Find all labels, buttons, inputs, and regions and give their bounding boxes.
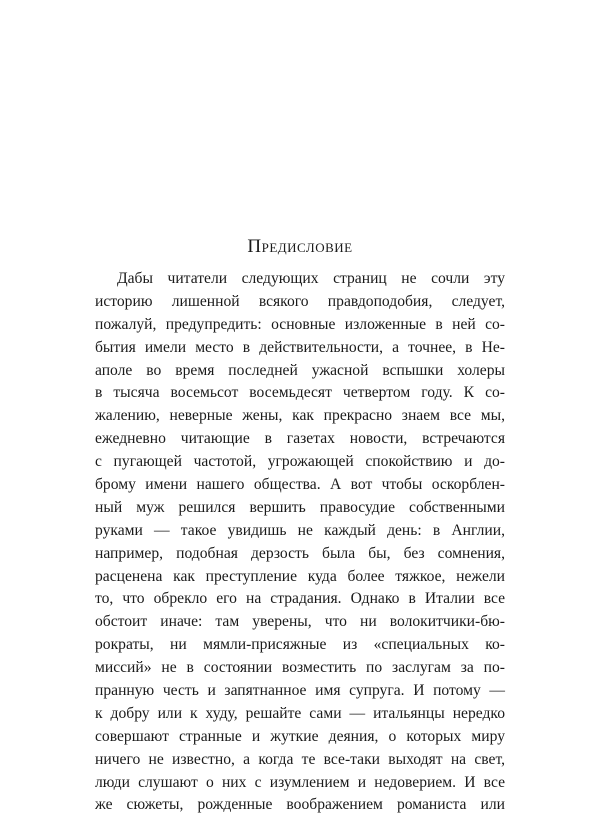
text-line: совершают странные и жуткие деяния, о которых миру <box>95 727 505 745</box>
text-line: то, что обрекло его на страдания. Однако в Италии все <box>95 590 505 608</box>
text-line: рократы, ни мямли-присяжные из «специальных ко- <box>95 636 505 654</box>
text-line: миссий» не в состоянии возместить по заслугам за по- <box>95 659 505 677</box>
text-line: пранную честь и запятнанное имя супруга. И потому — <box>95 682 505 700</box>
text-line: обстоит иначе: там уверены, что ни волокитчики-бю- <box>95 613 505 631</box>
text-line: аполе во время последней ужасной вспышки холеры <box>95 361 505 379</box>
text-line: Дабы читатели следующих страниц не сочли эту <box>117 270 505 287</box>
text-line: ежедневно читающие в газетах новости, встречаются <box>95 430 505 448</box>
text-line: с пугающей частотой, угрожающей спокойствию и до- <box>95 453 505 471</box>
text-line: пожалуй, предупредить: основные изложенные в ней со- <box>95 315 505 333</box>
text-line: бытия имели место в действительности, а точнее, в Не- <box>95 338 505 356</box>
text-line: в тысяча восемьсот восемьдесят четвертом году. К со- <box>95 384 505 402</box>
text-line: руками — такое увидишь не каждый день: в Англии, <box>95 521 505 539</box>
body-paragraph <box>95 268 505 817</box>
text-line: историю лишенной всякого правдоподобия, следует, <box>95 292 505 310</box>
text-line: жалению, неверные жены, как прекрасно знаем все мы, <box>95 407 505 425</box>
text-line: люди слушают о них с изумлением и недоверием. И все <box>95 773 505 791</box>
text-line: расценена как преступление куда более тяжкое, нежели <box>95 567 505 585</box>
text-line: брому имени нашего общества. А вот чтобы оскорблен- <box>95 476 505 494</box>
text-line: же сюжеты, рожденные воображением романиста или <box>95 796 505 814</box>
chapter-heading: Предисловие <box>247 236 353 257</box>
text-line: к добру или к худу, решайте сами — итальянцы нередко <box>95 704 505 722</box>
text-line: например, подобная дерзость была бы, без сомнения, <box>95 544 505 562</box>
text-line: ный муж решился вершить правосудие собственными <box>95 498 505 516</box>
text-line: ничего не известно, а когда те все-таки выходят на свет, <box>95 750 505 768</box>
